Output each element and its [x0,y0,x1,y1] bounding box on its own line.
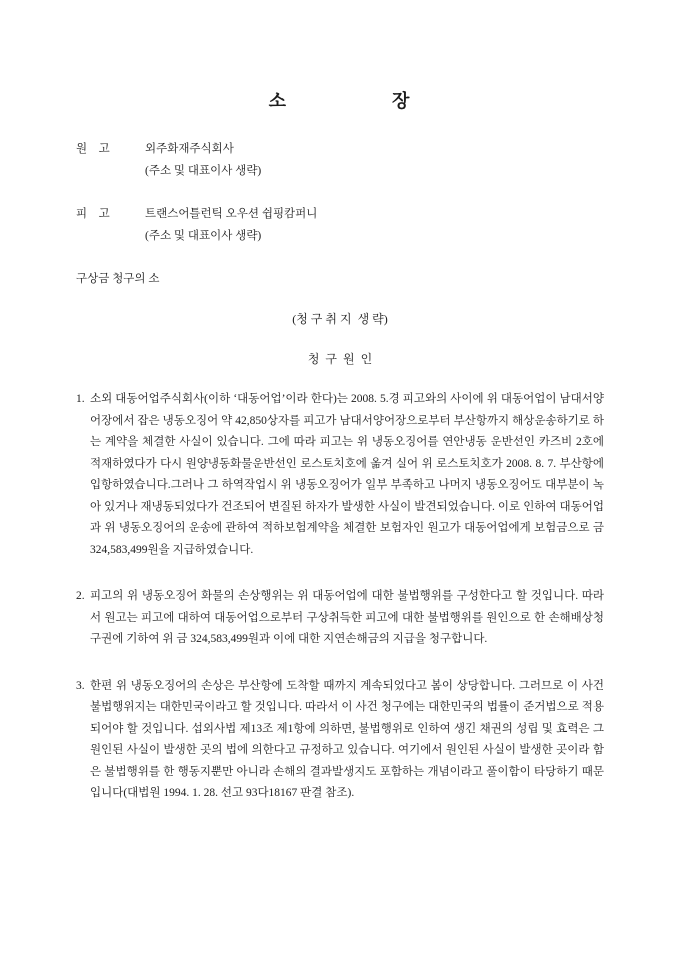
plaintiff-role-label: 원 고 [76,143,110,155]
plaintiff-info [145,138,604,182]
document-title: 소 장 [268,91,412,111]
plaintiff-address-note: (주소 및 대표이사 생략) [145,165,262,177]
paragraph-1 [76,389,604,561]
paragraph-2 [76,586,604,651]
paragraph-2-number: 2. [76,590,85,602]
purpose-omitted-heading: (청 구 취 지 생 략) [292,312,388,326]
paragraph-3 [76,676,604,805]
defendant-address-note: (주소 및 대표이사 생략) [145,230,262,242]
plaintiff-name: 외주화재주식회사 [145,143,234,155]
defendant-role-label: 피 고 [76,208,110,220]
paragraph-3-text: 한편 위 냉동오징어의 손상은 부산항에 도착할 때까지 계속되었다고 봄이 상당합니다. 그러므로 이 사건 불법행위지는 대한민국이라고 할 것입니다. 따라서 이 사건 청구에는 대한민국의 법률이 준거법으로 적용되어야 할 것입니다. 섭외사법 제13조 제1항에 의하면, 불법행위로 인하여 생긴 채권의 성립 및 효력은 그 원인된 사실이 발생한 곳의 법에 의한다고 규정하고 있습니다. 여기에서 원인된 사실이 발생한 곳이라 함은 불법행위를 한 행동지뿐만 아니라 손해의 결과발생지도 포함하는 개념이라고 풀이함이 타당하기 때문입니다(대법원 1994. 1. 28. 선고 93다18167 판결 참조). [90,679,604,799]
defendant-name: 트랜스어틀런틱 오우션 쉽핑캄퍼니 [145,208,318,220]
paragraph-1-text: 소외 대동어업주식회사(이하 ‘대동어업’이라 한다)는 2008. 5.경 피고와의 사이에 위 대동어업이 남대서양 어장에서 잡은 냉동오징어 약 42,850상자를 피고가 남대서양어장으로부터 부산항까지 해상운송하기로 하는 계약을 체결한 사실이 있습니다. 그에 따라 피고는 위 냉동오징어를 연안냉동 운반선인 카즈비 2호에 적재하였다가 다시 원양냉동화물운반선인 로스토치호에 옮겨 실어 위 로스토치호가 2008. 8. 7. 부산항에 입항하였습니다.그러나 그 하역작업시 위 냉동오징어가 일부 부족하고 나머지 냉동오징어도 대부분이 녹아 있거나 재냉동되었다가 건조되어 변질된 하자가 발생한 사실이 발견되었습니다. 이로 인하여 대동어업과 위 냉동오징어의 운송에 관하여 적하보험계약을 체결한 보험자인 원고가 대동어업에게 보험금으로 금 324,583,499원을 지급하였습니다. [90,393,604,556]
cause-of-claim-heading: 청 구 원 인 [307,352,373,366]
paragraph-2-text: 피고의 위 냉동오징어 화물의 손상행위는 위 대동어업에 대한 불법행위를 구성한다고 할 것입니다. 따라서 원고는 피고에 대하여 대동어업으로부터 구상취득한 피고에 대한 불법행위를 원인으로 한 손해배상청구권에 기하여 위 금 324,583,499원과 이에 대한 지연손해금의 지급을 청구합니다. [90,590,604,645]
cause-paragraphs [76,389,604,805]
defendant-row [76,203,604,247]
plaintiff-row [76,138,604,182]
case-name: 구상금 청구의 소 [76,273,160,285]
defendant-info [145,203,604,247]
paragraph-1-number: 1. [76,393,85,405]
paragraph-3-number: 3. [76,679,85,692]
